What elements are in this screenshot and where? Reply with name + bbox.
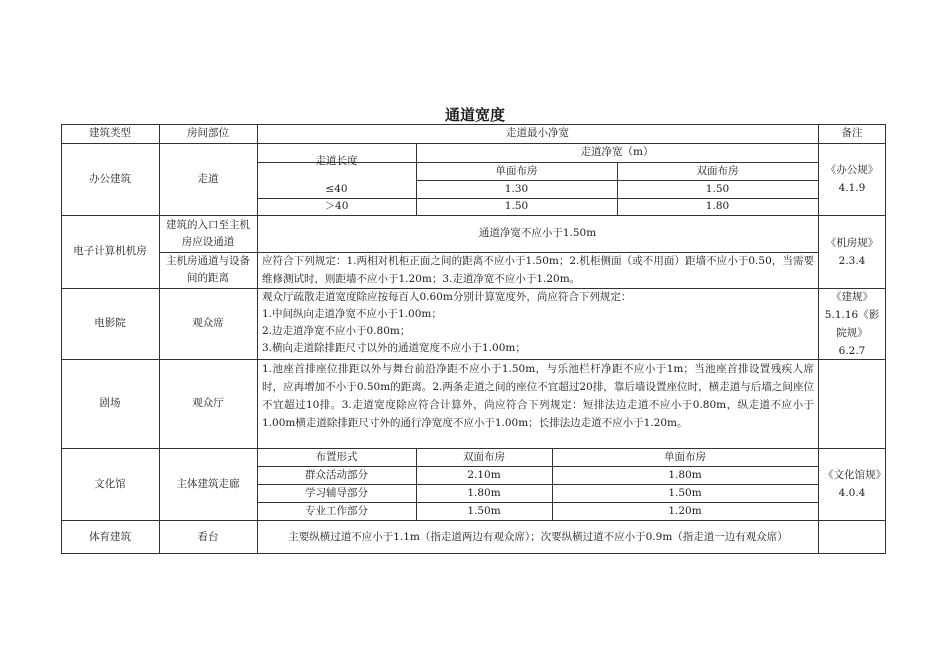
- sports-type: 体育建筑: [89, 530, 131, 543]
- theater-text: 1.池座首排座位排距以外与舞台前沿净距不应小于1.50m，与乐池栏杆净距不应小于1m；当池座首排设置残疾人席时，应再增加不小于0.50m的距离。2.两条走道之间的座位不宜超过20排，靠后墙设置座位时，横走道与后墙之间座位不宜超过10排。3.走道宽度除应符合计算外，尚应符合下列规定：短排法边走道不应小于0.80m，纵走道不应小于1.00m横走道除排距尺寸外的通行净宽度不应小于1.00m；长排法边走道不应小于1.20m。: [262, 363, 814, 429]
- office-room: 走道: [197, 172, 219, 185]
- culture-room: 主体建筑走廊: [176, 477, 240, 490]
- office-length-value: ≤40: [325, 182, 348, 195]
- office-note: 《办公规》4.1.9: [825, 164, 879, 194]
- office-single-value: 1.50: [504, 200, 529, 212]
- culture-type: 文化馆: [94, 477, 126, 490]
- culture-note: 《文化馆规》4.0.4: [823, 469, 881, 499]
- office-length-label: 走道长度: [315, 155, 358, 167]
- culture-single: 1.50m: [668, 486, 702, 499]
- culture-single: 1.20m: [668, 504, 702, 517]
- office-single-header: 单面布房: [495, 164, 538, 177]
- office-type: 办公建筑: [89, 172, 131, 185]
- header-building-type: 建筑类型: [89, 127, 131, 139]
- office-width-label: 走道净宽（m）: [580, 146, 654, 158]
- cinema-text-line: 1.中间纵向走道净宽不应小于1.00m；: [262, 308, 442, 320]
- office-length-value: ＞40: [324, 200, 349, 212]
- culture-double: 1.80m: [467, 486, 501, 499]
- header-room: 房间部位: [187, 127, 229, 139]
- culture-double-header: 双面布房: [463, 450, 505, 463]
- computer-aisle-text: 应符合下列规定：1.两相对机柜正面之间的距离不应小于1.50m；2.机柜侧面（或不用面）距墙不应小于0.50，当需要维修测试时，则距墙不应小于1.20m；3.走道净宽不应小于1.20m。: [262, 255, 814, 285]
- cinema-room: 观众席: [192, 317, 224, 329]
- office-double-header: 双面布房: [696, 164, 739, 177]
- page-title: 通道宽度: [444, 106, 505, 124]
- culture-double: 1.50m: [467, 504, 501, 517]
- cinema-text-line: 观众厅疏散走道宽度除应按每百人0.60m分别计算宽度外，尚应符合下列规定：: [262, 291, 632, 303]
- sports-text: 主要纵横过道不应小于1.1m（指走道两边有观众席）；次要纵横过道不应小于0.9m（指走道一边有观众席）: [288, 530, 788, 543]
- culture-form-header: 布置形式: [315, 450, 358, 463]
- cinema-text-line: 2.边走道净宽不应小于0.80m；: [262, 325, 411, 337]
- header-note: 备注: [841, 127, 863, 139]
- office-double-value: 1.50: [705, 182, 730, 195]
- cinema-text-line: 3.横向走道除排距尺寸以外的通道宽度不应小于1.00m；: [262, 342, 526, 354]
- culture-form: 学习辅导部分: [305, 486, 368, 499]
- culture-single: 1.80m: [668, 468, 702, 481]
- computer-type: 电子计算机机房: [73, 245, 147, 257]
- theater-type: 剧场: [99, 397, 121, 409]
- culture-form: 群众活动部分: [305, 468, 368, 481]
- culture-double: 2.10m: [467, 468, 501, 481]
- cinema-type: 电影院: [94, 317, 126, 329]
- cinema-note: 《建规》5.1.16《影院规》6.2.7: [824, 290, 880, 357]
- computer-room-aisle: 主机房通道与设备间的距离: [166, 255, 250, 284]
- sports-room: 看台: [197, 530, 219, 543]
- computer-room-entrance: 建筑的入口至主机房应设通道: [166, 218, 250, 248]
- culture-form: 专业工作部分: [305, 504, 368, 517]
- office-single-value: 1.30: [504, 182, 529, 195]
- office-double-value: 1.80: [705, 200, 730, 212]
- computer-entrance-text: 通道净宽不应小于1.50m: [478, 227, 597, 239]
- culture-single-header: 单面布房: [664, 450, 706, 463]
- theater-room: 观众厅: [192, 397, 224, 409]
- header-min-width: 走道最小净宽: [506, 127, 569, 139]
- computer-note: 《机房规》2.3.4: [825, 236, 879, 267]
